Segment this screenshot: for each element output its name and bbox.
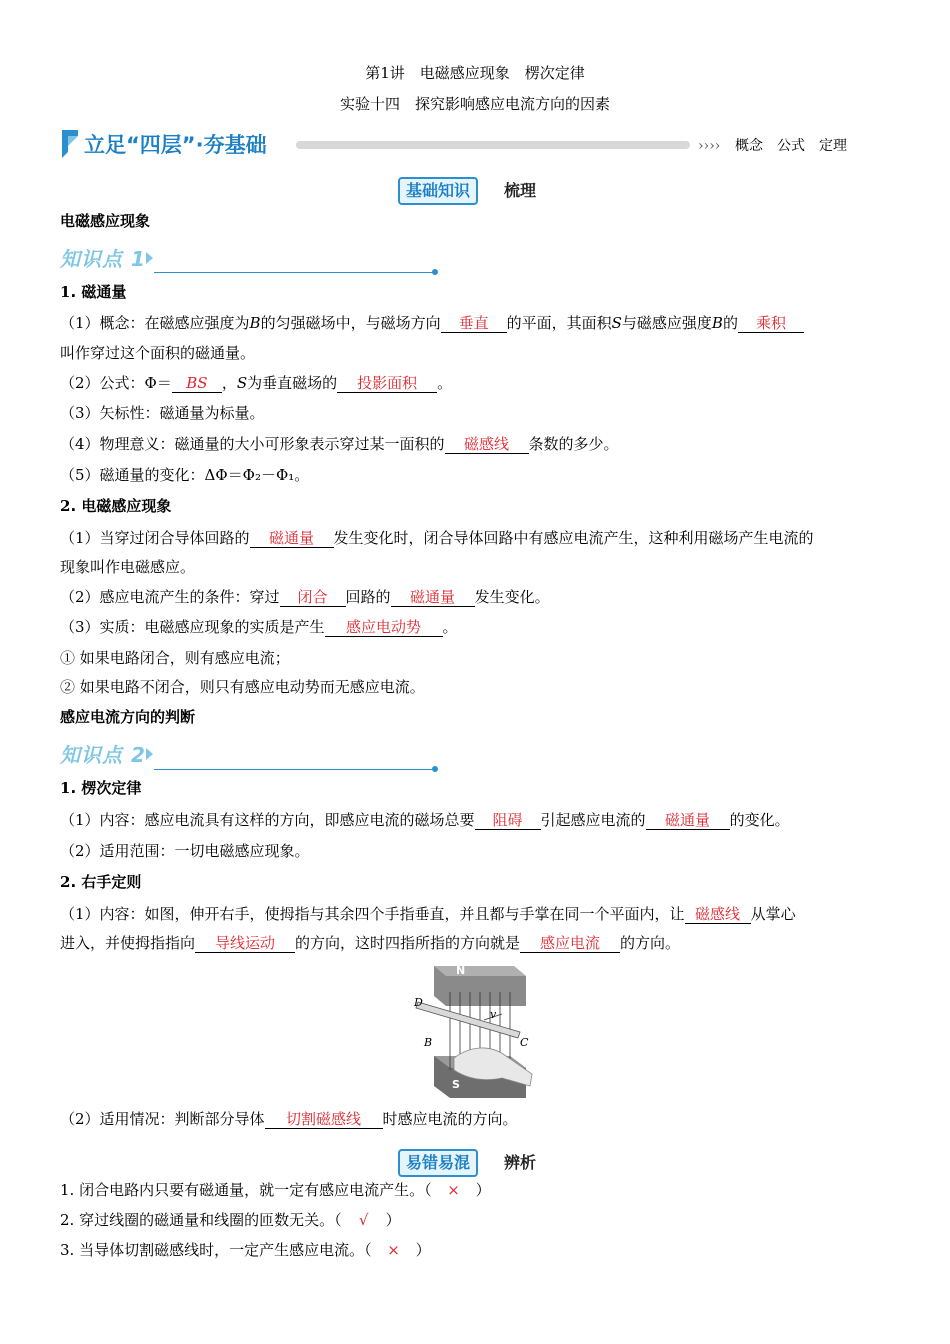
answer-blank: 导线运动 [195, 934, 295, 953]
answer-blank: BS [172, 374, 222, 393]
item-magnetic-flux-title [60, 282, 126, 302]
item-right-hand-title: 2. 右手定则 [60, 873, 142, 891]
kpoint-arrow-icon [146, 252, 153, 264]
knowledge-point-2: 知识点 2 [60, 743, 146, 767]
para-scalar: （3）矢标性：磁通量为标量。 [60, 404, 265, 422]
knowledge-point-1: 知识点 1 [60, 247, 146, 271]
kpoint-dot [432, 766, 438, 772]
banner-arrows: ›››› [698, 138, 721, 154]
badge-left-label: 基础知识 [398, 177, 478, 205]
kpoint-rule [154, 769, 434, 770]
judge-mark: × [447, 1181, 460, 1199]
label-B: B [424, 1036, 433, 1049]
para-formula: （2）公式：Φ＝ BS ，S为垂直磁场的 投影面积 。 [60, 374, 453, 392]
para-induction-2: （2）感应电流产生的条件：穿过 闭合 回路的 磁通量 发生变化。 [60, 588, 550, 606]
answer-blank: 磁通量 [391, 588, 475, 607]
label-S: S [452, 1078, 460, 1091]
para-concept: （1）概念：在磁感应强度为B的匀强磁场中，与磁场方向 垂直 的平面，其面积S与磁感应强度B的 乘积 [60, 313, 804, 333]
item-title: . 磁通量 [70, 283, 127, 301]
answer-blank: 垂直 [441, 314, 507, 333]
label-D: D [414, 996, 423, 1009]
para-circuit-closed: ① 如果电路闭合，则有感应电流； [60, 649, 290, 667]
title-line-2: 实验十四 探究影响感应电流方向的因素 [339, 95, 610, 113]
answer-blank: 阻碍 [475, 811, 541, 830]
banner-tags: 概念 公式 定理 [735, 138, 847, 154]
kpoint-dot [432, 269, 438, 275]
judge-item-2: 2. 穿过线圈的磁通量和线圈的匝数无关。（ √ ） [60, 1211, 401, 1229]
kpoint-rule [154, 272, 434, 273]
banner-title: 立足“四层”·夯基础 [84, 133, 267, 157]
para-lenz-content: （1）内容：感应电流具有这样的方向，即感应电流的磁场总要 阻碍 引起感应电流的 磁通量 的变化。 [60, 811, 790, 829]
para-induction-3: （3）实质：电磁感应现象的实质是产生 感应电动势 。 [60, 618, 458, 636]
section-heading-2: 感应电流方向的判断 [60, 708, 196, 726]
answer-blank: 闭合 [280, 588, 346, 607]
right-hand-rule-figure [410, 962, 540, 1102]
answer-blank: 磁通量 [646, 811, 730, 830]
answer-blank: 感应电流 [520, 934, 620, 953]
para-induction-1-cont: 现象叫作电磁感应。 [60, 558, 196, 576]
banner-rule [296, 141, 690, 149]
title-line-1: 第1讲 电磁感应现象 楞次定律 [365, 64, 585, 82]
badge-left-label: 易错易混 [398, 1149, 478, 1177]
judge-item-3: 3. 当导体切割磁感线时，一定产生感应电流。（ × ） [60, 1241, 431, 1259]
answer-blank: 乘积 [738, 314, 804, 333]
answer-blank: 感应电动势 [325, 618, 443, 637]
label-v: v [490, 1008, 497, 1021]
item-lenz-title: 1. 楞次定律 [60, 779, 142, 797]
error-prone-badge [398, 1149, 558, 1175]
para-circuit-open: ② 如果电路不闭合，则只有感应电动势而无感应电流。 [60, 678, 425, 696]
para-right-hand-2: （2）适用情况：判断部分导体 切割磁感线 时感应电流的方向。 [60, 1110, 518, 1128]
para-change: （5）磁通量的变化：ΔΦ＝Φ₂－Φ₁。 [60, 466, 310, 484]
label-N: N [456, 964, 466, 977]
para-meaning: （4）物理意义：磁通量的大小可形象表示穿过某一面积的 磁感线 条数的多少。 [60, 435, 619, 453]
kpoint-arrow-icon [146, 748, 153, 760]
item-induction-title: 2. 电磁感应现象 [60, 497, 172, 515]
para-induction-1: （1）当穿过闭合导体回路的 磁通量 发生变化时，闭合导体回路中有感应电流产生，这种利用磁场产生电流的 [60, 529, 814, 547]
para-right-hand-1-cont: 进入，并使拇指指向 导线运动 的方向，这时四指所指的方向就是 感应电流 的方向。 [60, 934, 681, 952]
judge-mark: × [387, 1241, 400, 1259]
answer-blank: 磁通量 [250, 529, 334, 548]
judge-item-1: 1. 闭合电路内只要有磁通量，就一定有感应电流产生。（ × ） [60, 1181, 491, 1199]
basic-knowledge-badge [398, 177, 558, 203]
badge-right-label: 辨析 [504, 1153, 537, 1172]
para-concept-cont: 叫作穿过这个面积的磁通量。 [60, 344, 256, 362]
para-lenz-scope: （2）适用范围：一切电磁感应现象。 [60, 842, 310, 860]
judge-mark: √ [358, 1211, 369, 1229]
answer-blank: 投影面积 [337, 374, 437, 393]
label-C: C [520, 1036, 529, 1049]
answer-blank: 磁感线 [445, 435, 529, 454]
badge-right-label: 梳理 [504, 181, 537, 200]
section-heading-1: 电磁感应现象 [60, 212, 151, 230]
answer-blank: 切割磁感线 [265, 1110, 383, 1129]
answer-blank: 磁感线 [685, 905, 751, 924]
para-right-hand-1: （1）内容：如图，伸开右手，使拇指与其余四个手指垂直，并且都与手掌在同一个平面内，让 磁感线 从掌心 [60, 905, 796, 923]
item-number: 1 [60, 283, 71, 301]
